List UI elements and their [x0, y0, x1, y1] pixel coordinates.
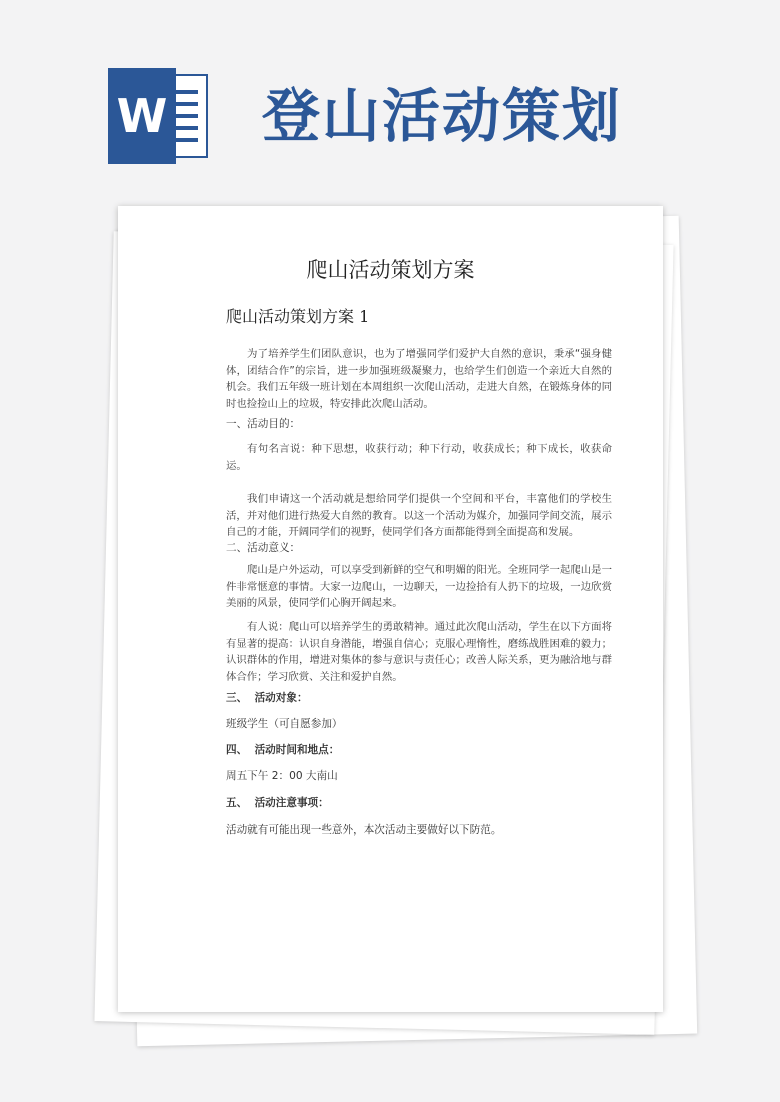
time-place-text: 周五下午 2：00 大南山	[226, 770, 338, 782]
paragraph-purpose: 我们申请这一个活动就是想给同学们提供一个空间和平台，丰富他们的学校生活，并对他们进行热爱大自然的教育。以这一个活动为媒介，加强同学间交流，展示自己的才能，开阔同学们的视野，使同学们各方面都能得到全面提高和发展。	[226, 493, 612, 538]
paragraph-intro: 为了培养学生们团队意识，也为了增强同学们爱护大自然的意识，秉承“强身健体，团结合作”的宗旨，进一步加强班级凝聚力，也给学生们创造一个亲近大自然的机会。我们五年级一班计划在本周组织一次爬山活动，走进大自然，在锻炼身体的同时也捡捡山上的垃圾，特安排此次爬山活动。	[226, 348, 612, 410]
participants-text: 班级学生（可自愿参加）	[226, 718, 343, 730]
paragraph-quote: 有句名言说：种下思想，收获行动；种下行动，收获成长；种下成长，收获命运。	[226, 443, 612, 472]
word-icon	[108, 68, 208, 164]
word-icon-letter: W	[108, 68, 176, 164]
heading-significance: 二、活动意义：	[226, 542, 301, 554]
document-page	[118, 206, 663, 1012]
banner	[0, 0, 780, 200]
banner-title: 登山活动策划	[262, 82, 623, 150]
heading-precautions: 五、 活动注意事项：	[226, 797, 329, 809]
heading-purpose: 一、活动目的：	[226, 418, 301, 430]
document-title: 爬山活动策划方案	[306, 258, 475, 282]
precautions-text: 活动就有可能出现一些意外，本次活动主要做好以下防范。	[226, 824, 502, 836]
heading-participants: 三、 活动对象：	[226, 692, 308, 704]
heading-time-place: 四、 活动时间和地点：	[226, 744, 340, 756]
document-subtitle: 爬山活动策划方案 1	[226, 307, 370, 326]
paragraph-significance: 爬山是户外运动，可以享受到新鲜的空气和明媚的阳光。全班同学一起爬山是一件非常惬意的事情。大家一边爬山，一边聊天，一边捡拾有人扔下的垃圾，一边欣赏美丽的风景，使同学们心胸开阔起来。	[226, 564, 612, 609]
paragraph-benefits: 有人说：爬山可以培养学生的勇敢精神。通过此次爬山活动，学生在以下方面将有显著的提高：认识自身潜能，增强自信心；克服心理惰性，磨练战胜困难的毅力；认识群体的作用，增进对集体的参与意识与责任心；改善人际关系，更为融洽地与群体合作；学习欣赏、关注和爱护自然。	[226, 621, 612, 683]
